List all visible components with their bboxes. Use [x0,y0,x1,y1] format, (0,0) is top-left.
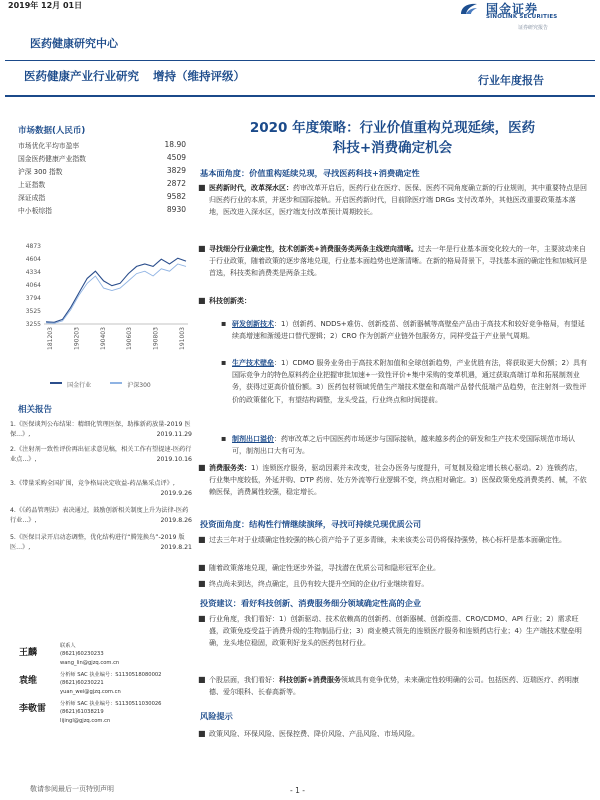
bullet-text: 政策风险、环保风险、医保控费、降价风险、产品风险、市场风险。 [209,730,419,738]
sinolink-logo-icon [459,2,479,16]
related-item[interactable] [10,445,192,465]
title-line: 2020 年度策略：行业价值重构兑现延续，医药 [249,120,536,136]
analyst-phone: (8621)61038219 [60,709,104,716]
market-row [18,153,186,163]
bullet-icon: ■ [198,296,206,305]
y-tick-label: 4873 [25,243,41,250]
series-line-1 [46,258,186,322]
keyword: 生产技术壁垒 [232,359,274,367]
bullet-paragraph [198,578,587,590]
keyword: 科技创新+消费服务 [279,676,341,684]
legend-label: 国金行业 [67,382,92,389]
industry-title [24,68,245,84]
section-heading: 风险提示 [200,711,233,721]
market-data-heading: 市场数据(人民币) [18,126,86,136]
analyst-info [60,642,119,667]
logo-english: SINOLINK SECURITIES [486,14,558,20]
bullet-paragraph [198,462,587,499]
bullet-paragraph [198,674,587,698]
bullet-paragraph [198,243,587,280]
market-value: 8930 [166,205,186,214]
page-number: - 1 - [290,786,305,795]
x-tick-label: 181203 [47,327,54,350]
section-heading: 投资面角度：结构性行情继续演绎，寻找可持续兑现优质公司 [200,519,422,529]
bullet-icon: ■ [198,614,206,623]
series-line-2 [46,264,186,323]
header-rule [5,60,595,61]
report-date: 2019年 12月 01日 [8,1,83,10]
analyst-phone: (8621)60230233 [60,651,104,658]
bullet-paragraph [198,562,587,574]
header-rule-thick [5,95,595,97]
bullet-icon: ■ [198,729,206,738]
bullet-text: 随着政策落地兑现，确定性逐步外溢，寻找潜在优质公司和隐形冠军企业。 [209,564,440,572]
analyst-email[interactable]: lijingl@gjzq.com.cn [60,717,111,724]
title-line: 科技+消费确定机会 [332,140,453,156]
analyst-info [60,700,161,725]
bullet-icon: ■ [198,675,206,684]
related-item[interactable] [10,506,192,526]
related-heading: 相关报告 [18,405,53,415]
bullet-text: ：1）CDMO 服务业务由于高技术附加值和全球创新趋势，产业优胜有法，将获取更大份额；2）具有国际竞争力的特色原料药企业把握审批加速+一致性评价+集中采购的变革机遇，通过获取高端订单和拓展制剂业务，获得过更高价值份额。3）医药包材领域凭借生产端技术壁垒和高端产品替代低端产品趋势，在注射剂一致性评价的政策催化下，有望结构调整，龙头受益，行业终点和时间提前。 [232,359,587,404]
legend-label: 沪深300 [127,382,151,389]
sub-bullet [221,318,587,342]
bullet-lead: 医药新时代，改革深水区： [209,184,293,192]
bullet-text: 行业角度，我们看好：1）创新驱动、技术依赖高的创新药、创新器械、创新疫苗、CRO/CDMO、API 行业；2）需求旺盛，政策免疫受益于消费升级的生物制品行业；3）商业模式领先的连锁医疗服务和连锁药店行业；4）生产端技术壁垒明确，龙头地位稳固，政策利好龙头的医药包材行业。 [209,615,582,648]
section-heading: 投资建议：看好科技创新、消费服务细分领域确定性高的企业 [200,598,422,608]
related-title: 4.《《药品管理法》表决通过，鼓励创新相关制度上升为法律-医药行业...》, [10,507,189,524]
market-value: 18.90 [164,140,186,149]
bullet-text: 领域具有竞争优势，未来确定性较明确的公司。包括医药、迈瑞医疗、药明康德、爱尔眼科、长春高新等。 [209,676,579,697]
related-title: 2.《注射剂一致性评价再出征求意见稿，相关工作有望提速-医药行业点...》, [10,446,192,463]
bullet-paragraph [198,613,587,650]
analyst-name: 李敬雷 [19,704,47,714]
x-tick-label: 190603 [126,327,134,350]
market-row [18,205,186,215]
y-tick-label: 4334 [25,268,41,276]
industry-name: 医药健康产业行业研究 [24,69,139,83]
bullet-paragraph [198,295,587,307]
keyword: 研发创新技术 [232,320,274,328]
index-line-chart [10,240,192,360]
related-title: 5.《医保目录开启动态调整，优化结构进行“腾笼换鸟”-2019 版医...》, [10,534,185,551]
related-item[interactable] [10,420,192,440]
related-item[interactable] [10,479,192,499]
bullet-icon: ■ [198,244,206,253]
market-value: 4509 [166,153,186,162]
related-date: 2019.9.26 [160,489,192,497]
bullet-icon: ■ [198,463,206,472]
x-tick-label: 190203 [73,327,81,350]
y-tick-label: 4064 [25,282,41,289]
market-row [18,179,186,189]
sub-bullet [221,433,587,457]
analyst-name: 袁维 [19,676,38,686]
legend-swatch [50,382,62,384]
research-center: 医药健康研究中心 [30,37,118,50]
bullet-text: 过去三年对于业绩确定性较强的核心资产给予了更多青睐，未来该类公司仍将保持强势，核心标杆是基本面确定性。 [209,536,566,544]
report-type: 行业年度报告 [478,74,544,87]
bullet-lead: 消费服务类： [209,464,251,472]
bullet-icon: ■ [198,579,206,588]
keyword: 制剂出口溢价 [232,435,274,443]
analyst-email[interactable]: wang_lin@gjzq.com.cn [60,659,120,666]
market-label: 上证指数 [18,181,46,189]
related-title: 3.《带量采购全国扩围，竞争格局决定收益-药品集采点评》, [10,480,175,487]
sub-bullet [221,357,587,406]
y-tick-label: 3255 [25,321,41,328]
y-tick-label: 3794 [25,295,41,303]
bullet-icon: ▪ [221,358,227,367]
related-date: 2019.10.16 [156,455,192,463]
bullet-lead: 科技创新类： [209,297,251,305]
bullet-text: 终点尚未到达，终点确定，且仍有较大提升空间的企业/行业继续看好。 [209,580,429,588]
bullet-text: 个股层面，我们看好： [209,676,279,684]
footer-disclaimer: 敬请参阅最后一页特别声明 [30,785,114,793]
chart-legend [50,372,190,391]
related-date: 2019.8.21 [160,543,192,551]
report-title [195,118,590,158]
bullet-lead: 寻找细分行业确定性，技术创新类+消费服务类两条主线逆向清晰。 [209,245,418,253]
related-title: 1.《医保谈判公布结果：精细化管理医保，助推新药放量-2019 医保...》, [10,421,191,438]
x-tick-label: 190803 [152,327,160,350]
logo-text: 国金证券 [486,2,539,16]
x-tick-label: 190403 [99,327,107,350]
analyst-info [60,671,161,696]
bullet-icon: ■ [198,535,206,544]
bullet-text: ：1）创新药、NDDS+难仿、创新疫苗、创新器械等高壁垒产品由于高技术和较好竞争格局，有望延续高增速和渐缓进口替代逻辑；2）CRO 作为创新产业链外包服务方，同样受益于产业景气周期。 [232,320,585,341]
market-value: 2872 [166,179,186,188]
analyst-role: 联系人 [60,643,76,649]
bullet-text: 1）连锁医疗服务，驱动因素并未改变，社会办医务与度提升，可复制及稳定增长核心驱动。2）连锁药店，行业集中度较低，外延并购、DTP 药房、处方外流等行业逻辑不变，终点相对确定。3）医保政策免疫消费类药、械，不依赖医保，消费属性较强，稳定增长。 [209,464,587,497]
y-tick-label: 4604 [25,255,41,263]
bullet-paragraph [198,182,587,219]
bullet-text: 过去一年是行业基本面变化较大的一年，主要波动来自于行业政策，随着政策的逐步落地兑现，行业基本面趋势也逆渐清晰。在新的格局背景下，寻找基本面的确定性和加城河是首选，科技类和消费类是两条主线。 [209,245,587,278]
bullet-paragraph [198,728,587,740]
bullet-icon: ■ [198,563,206,572]
analyst-phone: (8621)60230221 [60,680,104,687]
market-row [18,140,186,150]
bullet-text: ：药审改革之后中国医药市场逐步与国际接轨，越来越多药企的研发和生产技术受国际规范市场认可，制剂出口大有可为。 [232,435,575,456]
legend-swatch [110,382,122,384]
rating: 增持（维持评级） [153,69,246,83]
analyst-role: 分析师 SAC 执业编号：S1130511030026 [60,701,162,707]
bullet-paragraph [198,534,587,546]
x-tick-label: 191003 [179,327,186,350]
market-row [18,192,186,202]
section-heading: 基本面角度：价值重构延续兑现，寻找医药科技+消费确定性 [200,168,420,178]
analyst-email[interactable]: yuan_wei@gjzq.com.cn [60,688,121,695]
bullet-icon: ▪ [221,434,227,443]
logo-tagline: 证券研究报告 [518,25,549,31]
related-date: 2019.8.26 [160,516,192,524]
market-label: 国金医药健康产业指数 [18,155,86,163]
bullet-icon: ▪ [221,319,227,328]
bullet-icon: ■ [198,183,206,192]
market-label: 中小板综指 [18,207,52,215]
analyst-role: 分析师 SAC 执业编号：S1130518080002 [60,672,162,678]
market-label: 市场优化平均市盈率 [18,142,80,150]
y-tick-label: 3525 [25,307,41,315]
analyst-name: 王麟 [19,648,38,658]
related-date: 2019.11.29 [156,430,192,438]
market-label: 深证成指 [18,194,46,202]
related-item[interactable] [10,533,192,553]
market-label: 沪深 300 指数 [18,168,63,176]
market-value: 3829 [166,166,186,175]
market-row [18,166,186,176]
bullet-text: 药审改革开启后，医药行业在医疗、医保、医药不同角度确立新的行业规则，其中重要特点是回归医药行业的本质，并逐步和国际接轨。开启医药新时代，目前除医疗端 DRGs 支付改革外，其他医改重要政策基本落地，医改进入深水区，医疗端支付改革预计周期较长。 [209,184,587,217]
market-value: 9582 [166,192,186,201]
